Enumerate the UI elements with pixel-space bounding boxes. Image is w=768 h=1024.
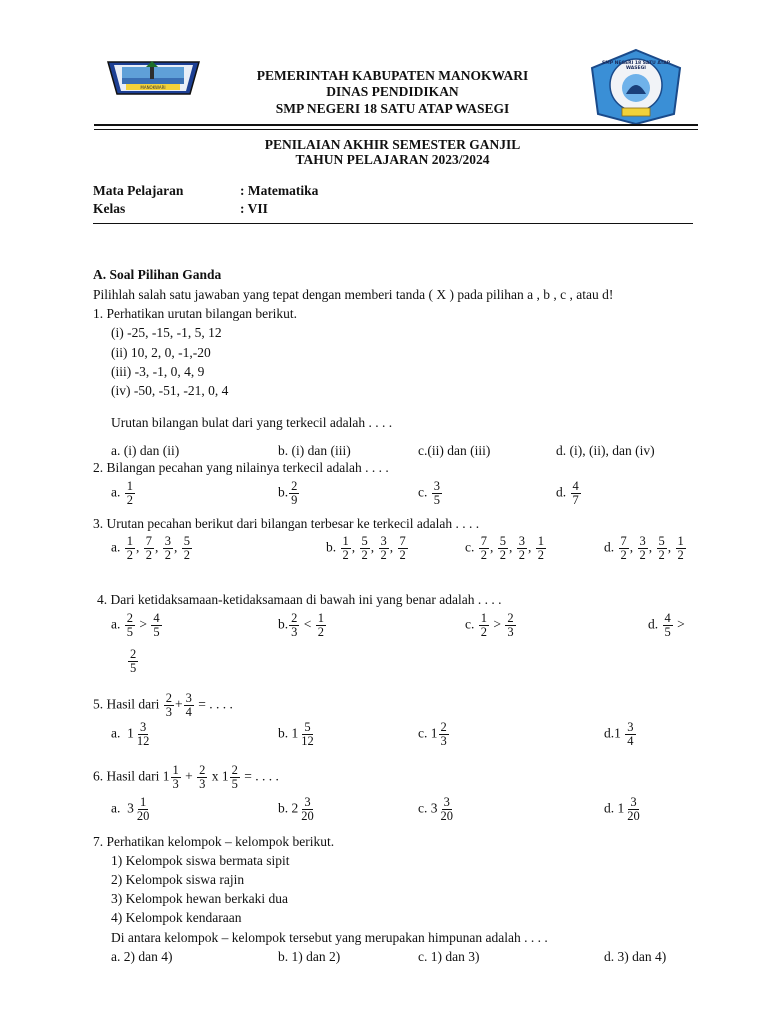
header-rule-thin [94, 129, 698, 130]
class-value: : VII [240, 201, 268, 216]
q6-option-d: d. 1 $\frac{3}{20}$ [604, 795, 640, 823]
q5-option-c: c. 1 $\frac{2}{3}$ [418, 720, 447, 748]
q1-option-a: a. (i) dan (ii) [111, 443, 180, 458]
header-line-1: PEMERINTAH KABUPATEN MANOKWARI [256, 68, 529, 83]
q4-stem: 4. Dari ketidaksamaan-ketidaksamaan di bawah ini yang benar adalah . . . . [97, 592, 502, 607]
svg-text:SMP NEGERI 18 SATU ATAP: SMP NEGERI 18 SATU ATAP [601, 61, 671, 66]
q7-item-3: 3) Kelompok hewan berkaki dua [111, 891, 288, 906]
section-title: A. Soal Pilihan Ganda [93, 267, 222, 282]
q7-item-2: 2) Kelompok siswa rajin [111, 872, 245, 887]
q3-option-a: a. $\frac{1}{2}$ , $\frac{7}{2}$ , $\frac{3}{2}$ , $\frac{5}{2}$ [111, 534, 190, 562]
q4-option-d-continued: $\frac{2}{5}$ [130, 647, 137, 675]
q5-option-a: a. 1 $\frac{3}{12}$ [111, 720, 150, 748]
class-label: Kelas [93, 201, 126, 216]
q2-stem: 2. Bilangan pecahan yang nilainya terkecil adalah . . . . [93, 460, 389, 475]
q3-option-b: b. $\frac{1}{2}$ , $\frac{5}{2}$ , $\frac{3}{2}$ , $\frac{7}{2}$ [326, 534, 406, 562]
q5-stem: 5. Hasil dari $\frac{2}{3}$ + $\frac{3}{4}$ = . . . . [93, 691, 233, 719]
q6-option-b: b. 2 $\frac{3}{20}$ [278, 795, 314, 823]
q7-option-b: b. 1) dan 2) [278, 949, 341, 964]
q1-item-2: (ii) 10, 2, 0, -1,-20 [111, 345, 211, 360]
exam-title: PENILAIAN AKHIR SEMESTER GANJIL [264, 137, 521, 152]
q7-item-4: 4) Kelompok kendaraan [111, 910, 242, 925]
q7-question: Di antara kelompok – kelompok tersebut yang merupakan himpunan adalah . . . . [111, 930, 548, 945]
q7-option-c: c. 1) dan 3) [418, 949, 480, 964]
q4-option-c: c. $\frac{1}{2}$ > $\frac{2}{3}$ [465, 611, 514, 639]
svg-text:WASEGI: WASEGI [626, 66, 646, 71]
q7-stem: 7. Perhatikan kelompok – kelompok berikut. [93, 834, 335, 849]
q1-option-b: b. (i) dan (iii) [278, 443, 351, 458]
q2-option-a: a. $\frac{1}{2}$ [111, 479, 133, 507]
exam-year: TAHUN PELAJARAN 2023/2024 [295, 152, 490, 167]
q7-option-d: d. 3) dan 4) [604, 949, 667, 964]
school-logo [588, 48, 684, 126]
header-rule-thick [94, 124, 698, 126]
q1-question: Urutan bilangan bulat dari yang terkecil adalah . . . . [111, 415, 393, 430]
q5-option-d: d.1 $\frac{3}{4}$ [604, 720, 634, 748]
q1-option-d: d. (i), (ii), dan (iv) [556, 443, 655, 458]
q2-option-c: c. $\frac{3}{5}$ [418, 479, 440, 507]
q1-item-3: (iii) -3, -1, 0, 4, 9 [111, 364, 205, 379]
subject-label: Mata Pelajaran [93, 183, 184, 198]
instruction: Pilihlah salah satu jawaban yang tepat dengan memberi tanda ( X ) pada pilihan a , b , c , atau d! [93, 287, 614, 302]
q3-option-c: c. $\frac{7}{2}$ , $\frac{5}{2}$ , $\frac{3}{2}$ , $\frac{1}{2}$ [465, 534, 544, 562]
q6-stem: 6. Hasil dari 1 $\frac{1}{3}$ + $\frac{2}{3}$ x 1 $\frac{2}{5}$ = . . . . [93, 763, 279, 791]
q2-option-d: d. $\frac{4}{7}$ [556, 479, 579, 507]
subject-value: : Matematika [240, 183, 319, 198]
header-line-2: DINAS PENDIDIKAN [326, 84, 459, 99]
q1-item-4: (iv) -50, -51, -21, 0, 4 [111, 383, 229, 398]
q1-item-1: (i) -25, -15, -1, 5, 12 [111, 325, 222, 340]
q2-option-b: b. $\frac{2}{9}$ [278, 479, 298, 507]
q4-option-d: d. $\frac{4}{5}$ > [648, 611, 685, 639]
left-logo-caption: MANOKWARI [140, 85, 166, 90]
q4-option-a: a. $\frac{2}{5}$ > $\frac{4}{5}$ [111, 611, 160, 639]
q7-item-1: 1) Kelompok siswa bermata sipit [111, 853, 290, 868]
q4-option-b: b. $\frac{2}{3}$ < $\frac{1}{2}$ [278, 611, 324, 639]
q1-stem: 1. Perhatikan urutan bilangan berikut. [93, 306, 297, 321]
q6-option-c: c. 3 $\frac{3}{20}$ [418, 795, 453, 823]
header-line-3: SMP NEGERI 18 SATU ATAP WASEGI [275, 101, 510, 116]
q3-stem: 3. Urutan pecahan berikut dari bilangan terbesar ke terkecil adalah . . . . [93, 516, 480, 531]
info-rule [93, 223, 693, 224]
q3-option-d: d. $\frac{7}{2}$ , $\frac{3}{2}$ , $\frac{5}{2}$ , $\frac{1}{2}$ [604, 534, 684, 562]
q1-option-c: c.(ii) dan (iii) [418, 443, 491, 458]
q7-option-a: a. 2) dan 4) [111, 949, 173, 964]
q6-option-a: a. 3 $\frac{1}{20}$ [111, 795, 150, 823]
q5-option-b: b. 1 $\frac{5}{12}$ [278, 720, 314, 748]
manokwari-regency-logo [106, 58, 201, 98]
